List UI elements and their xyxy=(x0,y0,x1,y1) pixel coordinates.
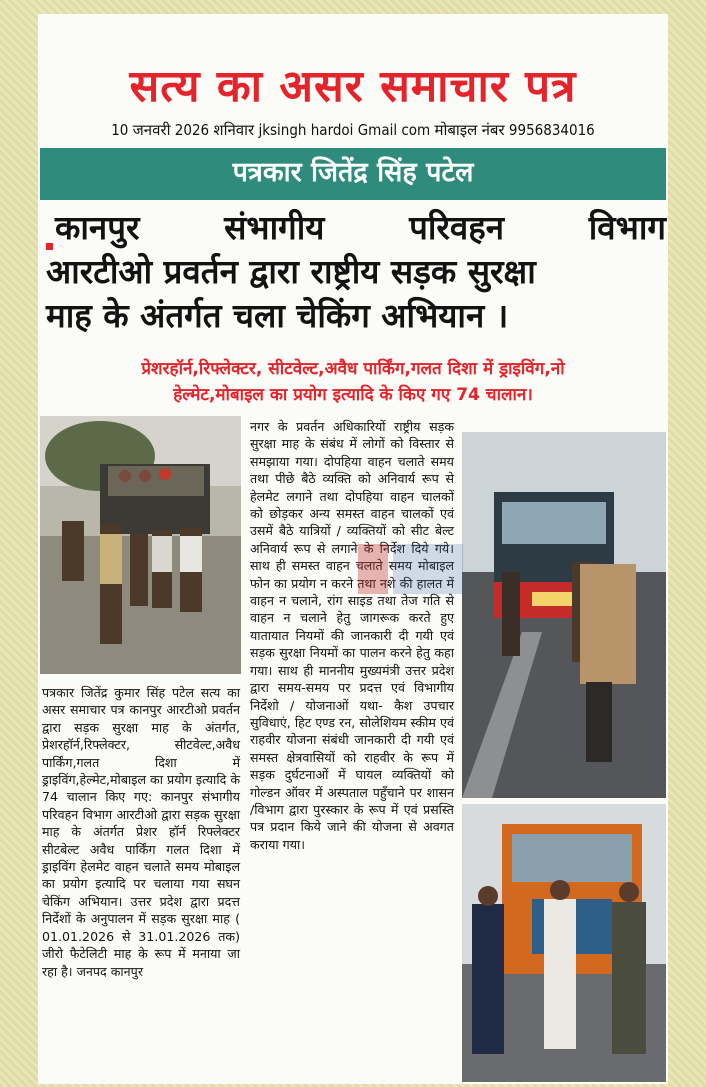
left-column-text: पत्रकार जितेंद्र कुमार सिंह पटेल सत्य का असर समाचार पत्र कानपुर आरटीओ प्रवर्तन द्वारा सड़क सुरक्षा माह के अंतर्गत, प्रेशरहॉर्न,रिफ्लेक्टर, सीटवेल्ट,अवैध पार्किंग,गलत दिशा में ड्राइविंग,हेल्मेट,मोबाइल का प्रयोग इत्यादि के 74 चालान किए गए: कानपुर संभागीय परिवहन विभाग आरटीओ द्वारा सड़क सुरक्षा माह के अंतर्गत प्रेशर हॉर्न रिफ्लेक्टर सीटबेल्ट अवैध पार्किंग गलत दिशा में ड्राइविंग हेलमेट वाहन चलाते समय मोबाइल का प्रयोग इत्यादि पर चलाया गया सघन चेकिंग अभियान। उत्तर प्रदेश द्वारा प्रदत्त निर्देशों के अनुपालन में सड़क सुरक्षा माह ( 01.01.2026 से 31.01.2026 तक) जीरो फैटेलिटी माह के रूप में मनाया जा रहा है। जनपद कानपुर xyxy=(42,685,240,979)
photo-roadside-checking xyxy=(40,416,241,674)
dateline: 10 जनवरी 2026 शनिवार jksingh hardoi Gmail com मोबाइल नंबर 9956834016 xyxy=(111,121,595,139)
bullet-icon xyxy=(46,243,53,250)
headline-word: परिवहन xyxy=(409,208,505,247)
subhead-line-1: प्रेशरहॉर्न,रिफ्लेक्टर, सीटवेल्ट,अवैध पार्किंग,गलत दिशा में ड्राइविंग,नो xyxy=(141,359,565,379)
photo-truck-inspection xyxy=(462,432,666,798)
headline-word: कानपुर xyxy=(46,206,139,250)
newspaper-page xyxy=(38,14,668,1084)
headline xyxy=(46,206,666,338)
reporter-bar: पत्रकार जितेंद्र सिंह पटेल xyxy=(40,148,666,200)
headline-word: विभाग xyxy=(588,208,666,247)
photo-officers-with-truck xyxy=(462,804,666,1082)
masthead-title: सत्य का असर समाचार पत्र xyxy=(129,61,577,112)
headline-word: संभागीय xyxy=(224,208,325,247)
headline-line-2: आरटीओ प्रवर्तन द्वारा राष्ट्रीय सड़क सुरक्षा xyxy=(46,252,536,291)
headline-line-3: माह के अंतर्गत चला चेकिंग अभियान । xyxy=(46,296,509,335)
middle-column-text: नगर के प्रवर्तन अधिकारियों राष्ट्रीय सड़क सुरक्षा माह के संबंध में लोगों को विस्तार से समझाया गया। दोपहिया वाहन चलाते समय तथा पीछे बैठे व्यक्ति को अनिवार्य रूप से हेलमेट लगाने तथा दोपहिया वाहन चालकों को छोड़कर अन्य समस्त वाहन चालकों एवं उसमें बैठे यात्रियों / व्यक्तियों को सीट बेल्ट अनिवार्य रूप से लगाने के निर्देश दिये गये। साथ ही समस्त वाहन चलाते समय मोबाइल फोन का प्रयोग न करने तथा नशे की हालत में वाहन न चलाने, रांग साइड तथा तेज गति से वाहन न चलाने हेतु जागरूक करते हुए यातायात नियमों की जानकारी दी गयी एवं सड़क सुरक्षा नियमों का पालन करने हेतु कहा गया। साथ ही माननीय मुख्यमंत्री उत्तर प्रदेश द्वारा समय-समय पर प्रदत्त एवं विभागीय निर्देशो / योजनाओं यथा- कैश उपचार सुविधाएं, हिट एण्ड रन, सोलेशियम स्कीम एवं राहवीर योजना संबंधी जानकारी दी गयी एवं समस्त क्षेत्रवासियों को राहवीर के रूप में सड़क दुर्घटनाओं में घायल व्यक्तियों को गोल्डन ऑवर में अस्पताल पहुँचाने पर शासन /विभाग द्वारा पुरस्कार के रूप में एवं प्रसस्ति पत्र प्रदान किये जाने की योजना से अवगत कराया गया। xyxy=(250,419,454,852)
subhead xyxy=(44,356,662,408)
subhead-line-2: हेल्मेट,मोबाइल का प्रयोग इत्यादि के किए गए 74 चालान। xyxy=(173,385,533,405)
headline-line-1 xyxy=(46,206,666,250)
